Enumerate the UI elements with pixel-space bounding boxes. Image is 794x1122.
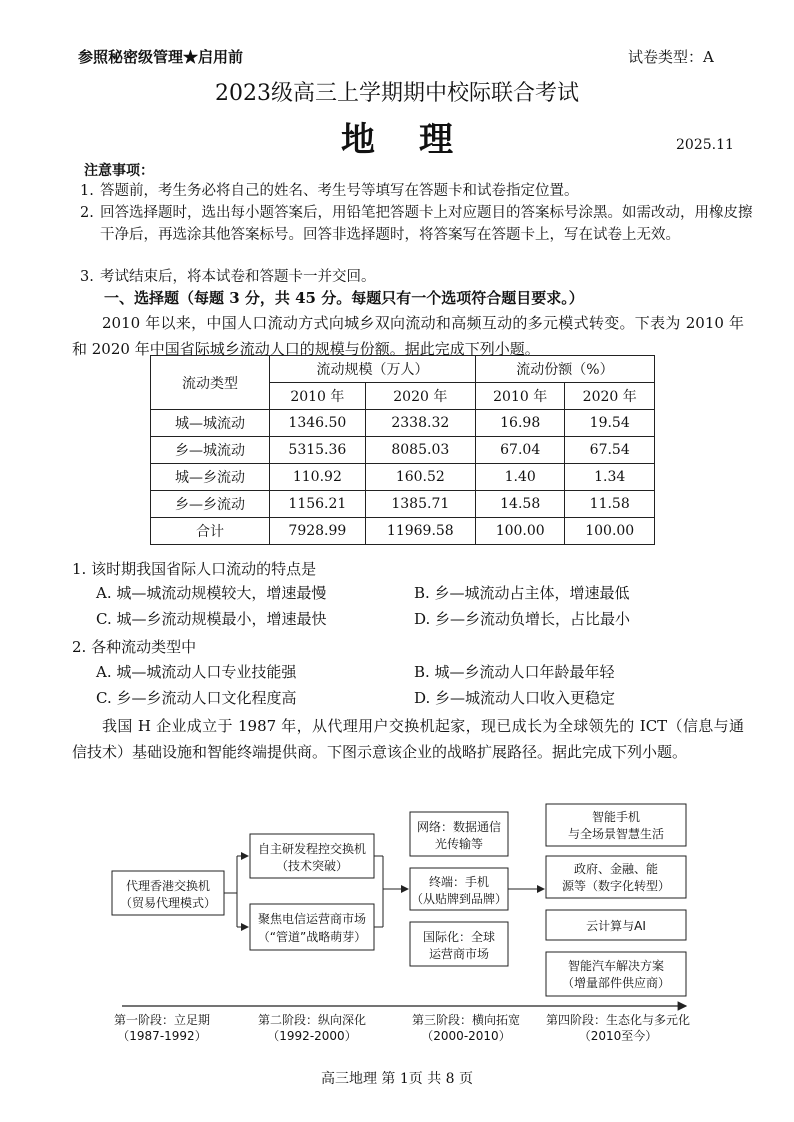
stage-3-label: 第三阶段：横向拓宽 [411,1013,521,1027]
box-text: 终端：手机 [428,875,490,889]
th-share: 流动份额（%） [475,356,654,383]
box-text: 源等（数字化转型） [561,879,671,893]
question-2-option-a: A. 城—城流动人口专业技能强 [96,663,297,681]
table-row [151,518,655,545]
exam-date: 2025.11 [676,137,734,153]
cell: 8085.03 [365,437,475,464]
secrecy-label: 参照秘密级管理★启用前 [78,48,244,66]
table-row [151,437,655,464]
box-text: 云计算与AI [586,919,646,933]
cell-type: 城—城流动 [151,410,270,437]
cell: 1156.21 [270,491,366,518]
notice-item-2 [80,202,760,246]
notice-text: 答题前，考生务必将自己的姓名、考生号等填写在答题卡和试卷指定位置。 [100,183,579,199]
table-row [151,410,655,437]
box-text: 政府、金融、能 [573,862,659,876]
box-text: 自主研发程控交换机 [257,842,367,856]
cell: 1346.50 [270,410,366,437]
question-1-option-b: B. 乡—城流动占主体，增速最低 [414,584,630,602]
notice-item-3 [80,266,740,288]
notice-text: 考试结束后，将本试卷和答题卡一并交回。 [100,269,376,285]
cell: 16.98 [475,410,565,437]
cell: 11.58 [565,491,655,518]
paper-type: 试卷类型：A [628,48,714,66]
cell: 14.58 [475,491,565,518]
cell: 1.40 [475,464,565,491]
notice-item-1 [80,180,740,202]
cell-type: 合计 [151,518,270,545]
box-text: （“管道”战略萌芽） [257,930,367,944]
box-text: 智能手机 [591,810,641,824]
page-footer: 高三地理 第 1页 共 8 页 [320,1071,474,1087]
stage-2-years: （1992-2000） [267,1029,357,1043]
question-2-option-b: B. 城—乡流动人口年龄最年轻 [414,663,615,681]
stage-2-label: 第二阶段：纵向深化 [257,1013,367,1027]
box-text: 国际化：全球 [422,930,496,944]
cell: 67.04 [475,437,565,464]
table-row [151,491,655,518]
cell: 7928.99 [270,518,366,545]
cell: 100.00 [475,518,565,545]
box-text: 网络：数据通信 [416,820,502,834]
notice-heading: 注意事项： [84,163,154,179]
th-year: 2010 年 [270,383,366,410]
passage-1: 2010 年以来，中国人口流动方式向城乡双向流动和高频互动的多元模式转变。下表为 2010 年和 2020 年中国省际城乡流动人口的规模与份额。据此完成下列小题。 [72,314,744,358]
question-2-stem: 2. 各种流动类型中 [72,638,197,656]
box-text: 运营商市场 [428,947,490,961]
strategy-diagram [100,796,700,1056]
box-text: （增量部件供应商） [561,976,671,990]
box-text: （技术突破） [275,859,349,873]
cell: 160.52 [365,464,475,491]
box-text: （贸易代理模式） [119,896,217,910]
stage-1-label: 第一阶段：立足期 [113,1013,211,1027]
question-1-option-a: A. 城—城流动规模较大，增速最慢 [96,584,327,602]
question-2-option-d: D. 乡—城流动人口收入更稳定 [414,689,616,707]
cell: 1.34 [565,464,655,491]
cell: 19.54 [565,410,655,437]
th-scale: 流动规模（万人） [270,356,476,383]
migration-table [150,355,655,545]
table-row [151,464,655,491]
th-year: 2010 年 [475,383,565,410]
box-text: 代理香港交换机 [125,879,211,893]
cell: 1385.71 [365,491,475,518]
stage-4-label: 第四阶段：生态化与多元化 [545,1013,691,1027]
th-type: 流动类型 [151,356,270,410]
stage-4-years: （2010至今） [578,1029,658,1043]
cell-type: 乡—城流动 [151,437,270,464]
exam-title: 2023级高三上学期期中校际联合考试 [215,81,579,106]
stage-3-years: （2000-2010） [421,1029,511,1043]
question-1-option-c: C. 城—乡流动规模最小，增速最快 [96,610,327,628]
section-heading: 一、选择题（每题 3 分，共 45 分。每题只有一个选项符合题目要求。） [104,289,584,307]
notice-num: 1. [80,183,94,199]
th-year: 2020 年 [565,383,655,410]
notice-num: 3. [80,269,94,285]
cell-type: 乡—乡流动 [151,491,270,518]
stage-1-years: （1987-1992） [117,1029,207,1043]
th-year: 2020 年 [365,383,475,410]
question-1-stem: 1. 该时期我国省际人口流动的特点是 [72,560,317,578]
box-text: 与全场景智慧生活 [567,827,665,841]
cell: 110.92 [270,464,366,491]
cell: 5315.36 [270,437,366,464]
box-text: 智能汽车解决方案 [567,959,665,973]
cell-type: 城—乡流动 [151,464,270,491]
question-2-option-c: C. 乡—乡流动人口文化程度高 [96,689,297,707]
box-text: 聚焦电信运营商市场 [257,912,367,926]
passage-2: 我国 H 企业成立于 1987 年，从代理用户交换机起家，现已成长为全球领先的 ICT（信息与通信技术）基础设施和智能终端提供商。下图示意该企业的战略扩展路径。据此完成下列小题。 [72,717,744,761]
cell: 67.54 [565,437,655,464]
notice-text: 回答选择题时，选出每小题答案后，用铅笔把答题卡上对应题目的答案标号涂黑。如需改动，用橡皮擦干净后，再选涂其他答案标号。回答非选择题时，将答案写在答题卡上，写在试卷上无效。 [100,205,753,243]
notice-num: 2. [80,205,94,221]
cell: 100.00 [565,518,655,545]
question-1-option-d: D. 乡—乡流动负增长，占比最小 [414,610,631,628]
subject-title: 地理 [341,120,497,160]
cell: 2338.32 [365,410,475,437]
cell: 11969.58 [365,518,475,545]
box-text: （从贴牌到品牌） [410,892,508,906]
box-text: 光传输等 [434,837,484,851]
